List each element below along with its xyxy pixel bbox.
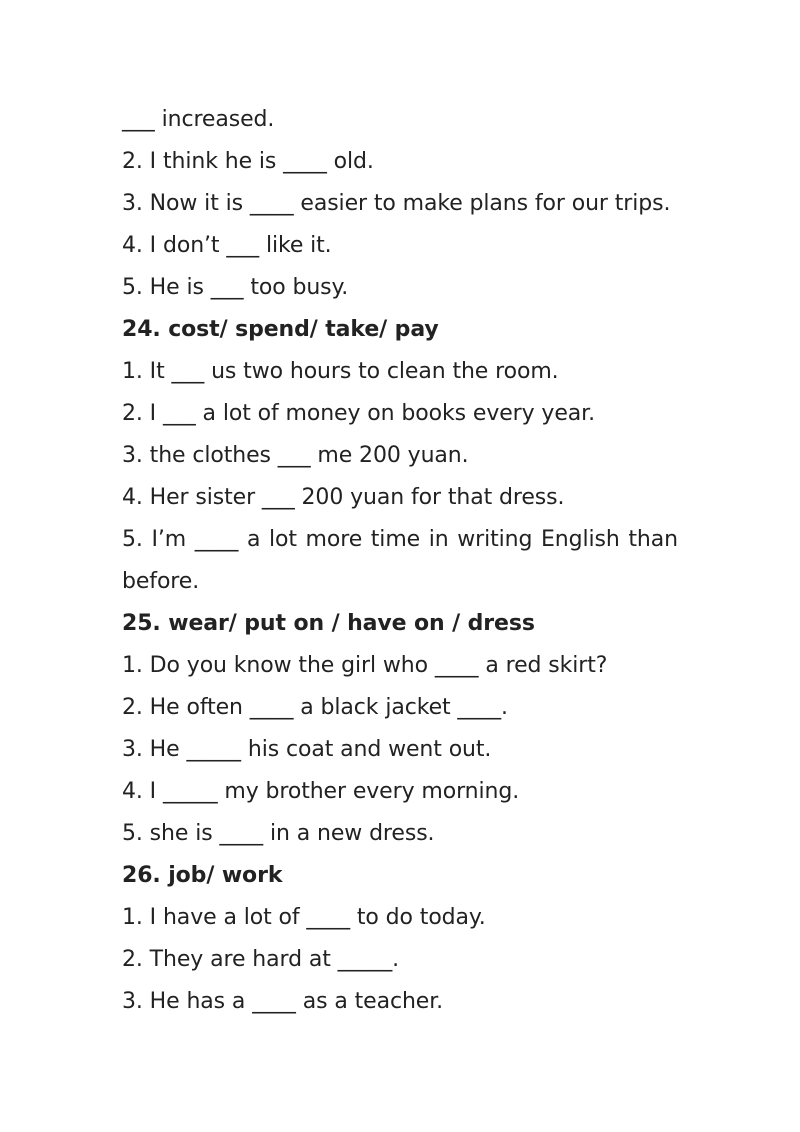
exercise-line: 5. she is ____ in a new dress. — [122, 821, 435, 846]
exercise-line: ___ increased. — [122, 107, 275, 132]
exercise-line: 2. They are hard at _____. — [122, 947, 400, 972]
exercise-line: 3. Now it is ____ easier to make plans for our trips. — [122, 191, 671, 216]
exercise-line: 3. He has a ____ as a teacher. — [122, 989, 444, 1014]
exercise-line: 5. I’m ____ a lot more time in writing English than — [122, 527, 678, 552]
exercise-line: 3. the clothes ___ me 200 yuan. — [122, 443, 469, 468]
exercise-line: 1. It ___ us two hours to clean the room. — [122, 359, 559, 384]
exercise-line: 1. I have a lot of ____ to do today. — [122, 905, 486, 930]
exercise-content — [122, 99, 682, 1023]
exercise-line: 2. He often ____ a black jacket ____. — [122, 695, 508, 720]
exercise-line: 4. I _____ my brother every morning. — [122, 779, 520, 804]
exercise-line: 4. I don’t ___ like it. — [122, 233, 332, 258]
section-heading: 24. cost/ spend/ take/ pay — [122, 317, 439, 342]
exercise-line: before. — [122, 569, 200, 594]
exercise-line: 1. Do you know the girl who ____ a red skirt? — [122, 653, 608, 678]
section-heading: 25. wear/ put on / have on / dress — [122, 611, 535, 636]
exercise-line: 3. He _____ his coat and went out. — [122, 737, 492, 762]
exercise-line: 2. I ___ a lot of money on books every year. — [122, 401, 595, 426]
section-heading: 26. job/ work — [122, 863, 283, 888]
exercise-line: 4. Her sister ___ 200 yuan for that dress. — [122, 485, 565, 510]
exercise-line: 5. He is ___ too busy. — [122, 275, 349, 300]
exercise-line: 2. I think he is ____ old. — [122, 149, 374, 174]
